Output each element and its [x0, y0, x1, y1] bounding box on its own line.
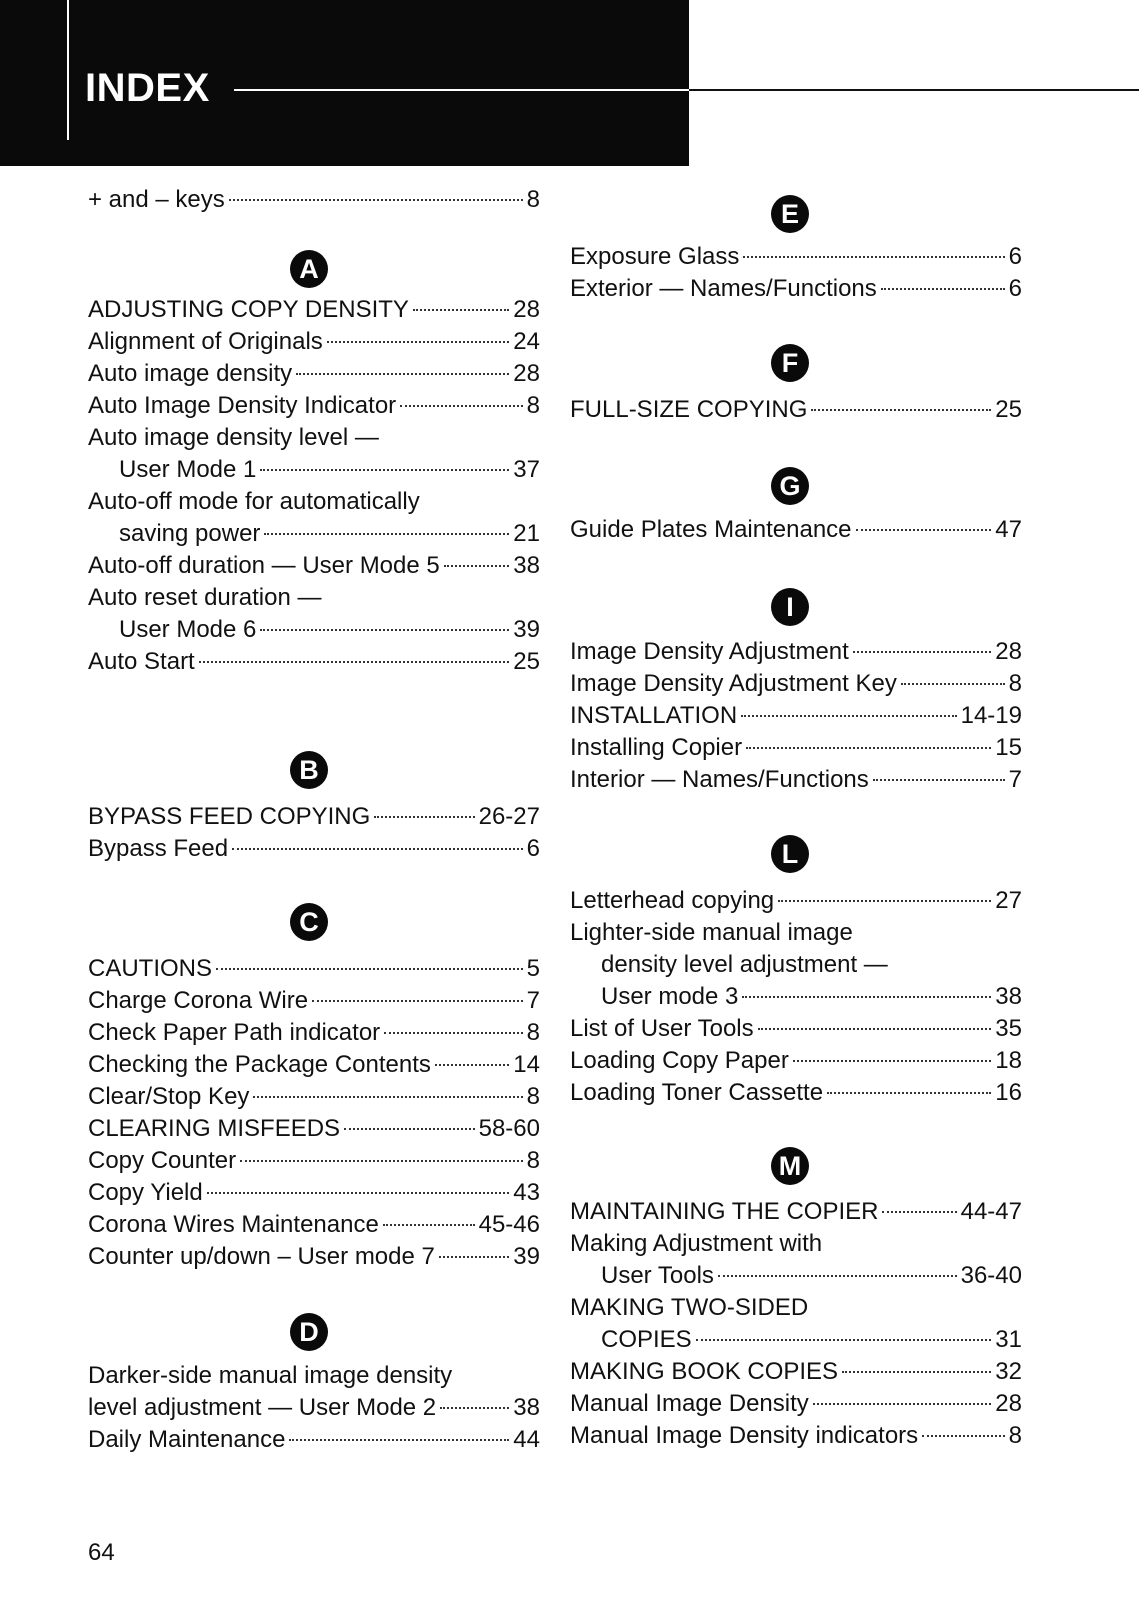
index-entry	[88, 1424, 540, 1456]
entry-text: Clear/Stop Key	[88, 1083, 250, 1110]
section-letter-f-badge: F	[771, 344, 809, 382]
entry-page: 35	[995, 1015, 1022, 1042]
index-entry	[570, 668, 1022, 700]
entry-text: Exterior — Names/Functions	[570, 275, 877, 302]
leader-dots	[199, 661, 510, 663]
index-entry	[570, 1260, 1022, 1292]
entry-page: 8	[526, 392, 540, 419]
leader-dots	[873, 779, 1005, 781]
leader-dots	[901, 683, 1005, 685]
index-entry	[88, 358, 540, 390]
entry-page: 8	[526, 1147, 540, 1174]
entry-text: saving power	[119, 520, 261, 547]
index-entry	[88, 454, 540, 486]
index-entry	[88, 550, 540, 582]
leader-dots	[374, 816, 474, 818]
leader-dots	[289, 1439, 509, 1441]
index-entry	[88, 294, 540, 326]
entry-page: 44	[513, 1426, 540, 1453]
entry-text: + and – keys	[88, 186, 225, 213]
entry-page: 8	[1008, 1422, 1022, 1449]
entry-page: 37	[513, 456, 540, 483]
entry-page: 21	[513, 520, 540, 547]
entry-page: 14	[513, 1051, 540, 1078]
leader-dots	[229, 199, 523, 201]
leader-dots	[778, 900, 991, 902]
entry-text: BYPASS FEED COPYING	[88, 803, 371, 830]
entry-page: 28	[995, 1390, 1022, 1417]
index-entry	[88, 1113, 540, 1145]
leader-dots	[264, 533, 509, 535]
entry-text: Corona Wires Maintenance	[88, 1211, 379, 1238]
entry-text: INSTALLATION	[570, 702, 738, 729]
index-entry	[570, 1196, 1022, 1228]
entry-text: User mode 3	[601, 983, 739, 1010]
index-entry	[88, 1241, 540, 1273]
leader-dots	[344, 1128, 475, 1130]
entry-page: 38	[995, 983, 1022, 1010]
index-entry	[88, 985, 540, 1017]
entry-page: 44-47	[960, 1198, 1022, 1225]
leader-dots	[922, 1435, 1004, 1437]
entry-page: 28	[995, 638, 1022, 665]
entry-page: 45-46	[478, 1211, 540, 1238]
index-entry	[88, 1081, 540, 1113]
entry-text: level adjustment — User Mode 2	[88, 1394, 437, 1421]
entry-text: CAUTIONS	[88, 955, 213, 982]
index-entry	[570, 1077, 1022, 1109]
index-entry	[570, 981, 1022, 1013]
entry-page: 7	[526, 987, 540, 1014]
entry-page: 6	[1008, 275, 1022, 302]
index-entry	[88, 518, 540, 550]
entry-text: Manual Image Density	[570, 1390, 809, 1417]
entry-page: 16	[995, 1079, 1022, 1106]
section-letter-a-badge: A	[290, 250, 328, 288]
entry-text: Image Density Adjustment Key	[570, 670, 897, 697]
index-entry	[88, 833, 540, 865]
entry-page: 5	[526, 955, 540, 982]
entry-page: 38	[513, 1394, 540, 1421]
leader-dots	[811, 409, 991, 411]
index-entry	[88, 184, 540, 216]
section-letter-c-badge: C	[290, 903, 328, 941]
entry-page: 8	[1008, 670, 1022, 697]
header-rule	[234, 89, 689, 91]
leader-dots	[881, 288, 1005, 290]
entry-page: 25	[513, 648, 540, 675]
leader-dots	[253, 1096, 522, 1098]
index-entry	[88, 1049, 540, 1081]
section-letter-e-badge: E	[771, 195, 809, 233]
leader-dots	[383, 1224, 475, 1226]
entry-page: 39	[513, 1243, 540, 1270]
header-rule-extension	[689, 89, 1139, 91]
entry-text: Lighter-side manual image	[570, 919, 853, 946]
entry-text: Making Adjustment with	[570, 1230, 823, 1257]
entry-text: Image Density Adjustment	[570, 638, 849, 665]
entry-text: FULL-SIZE COPYING	[570, 396, 808, 423]
entry-page: 25	[995, 396, 1022, 423]
entry-text: Exposure Glass	[570, 243, 740, 270]
leader-dots	[741, 715, 956, 717]
index-entry	[570, 241, 1022, 273]
entry-text: CLEARING MISFEEDS	[88, 1115, 341, 1142]
leader-dots	[746, 747, 991, 749]
index-entry	[88, 1017, 540, 1049]
index-entry	[88, 1209, 540, 1241]
entry-text: Darker-side manual image density	[88, 1362, 453, 1389]
leader-dots	[413, 309, 509, 311]
leader-dots	[439, 1256, 509, 1258]
index-entry	[88, 390, 540, 422]
section-letter-g-badge: G	[771, 467, 809, 505]
leader-dots	[400, 405, 522, 407]
entry-page: 6	[526, 835, 540, 862]
index-entry	[570, 394, 1022, 426]
leader-dots	[440, 1407, 509, 1409]
entry-text: Copy Counter	[88, 1147, 237, 1174]
leader-dots	[742, 996, 991, 998]
leader-dots	[743, 256, 1004, 258]
entry-page: 38	[513, 552, 540, 579]
entry-page: 58-60	[478, 1115, 540, 1142]
index-entry	[570, 764, 1022, 796]
entry-text: User Mode 6	[119, 616, 257, 643]
leader-dots	[384, 1032, 522, 1034]
index-entry	[570, 514, 1022, 546]
leader-dots	[853, 651, 991, 653]
leader-dots	[207, 1192, 510, 1194]
entry-text: MAKING BOOK COPIES	[570, 1358, 839, 1385]
index-entry	[88, 326, 540, 358]
entry-text: Guide Plates Maintenance	[570, 516, 852, 543]
index-entry	[88, 801, 540, 833]
entry-text: ADJUSTING COPY DENSITY	[88, 296, 409, 323]
entry-page: 39	[513, 616, 540, 643]
section-letter-l-badge: L	[771, 835, 809, 873]
entry-page: 31	[995, 1326, 1022, 1353]
section-letter-m-badge: M	[771, 1147, 809, 1185]
entry-text: Loading Copy Paper	[570, 1047, 789, 1074]
entry-page: 32	[995, 1358, 1022, 1385]
index-entry	[88, 953, 540, 985]
entry-text: Auto Start	[88, 648, 195, 675]
entry-text: List of User Tools	[570, 1015, 754, 1042]
entry-text: Interior — Names/Functions	[570, 766, 869, 793]
index-entry	[570, 700, 1022, 732]
leader-dots	[793, 1060, 991, 1062]
entry-page: 7	[1008, 766, 1022, 793]
index-entry	[570, 273, 1022, 305]
entry-page: 36-40	[960, 1262, 1022, 1289]
leader-dots	[312, 1000, 523, 1002]
entry-page: 14-19	[960, 702, 1022, 729]
index-entry	[570, 732, 1022, 764]
entry-page: 28	[513, 296, 540, 323]
index-entry	[570, 1045, 1022, 1077]
leader-dots	[232, 848, 523, 850]
page-number: 64	[88, 1539, 115, 1566]
leader-dots	[240, 1160, 523, 1162]
entry-text: Manual Image Density indicators	[570, 1422, 919, 1449]
entry-text: Auto-off mode for automatically	[88, 488, 420, 515]
index-entry	[570, 1013, 1022, 1045]
leader-dots	[327, 341, 510, 343]
entry-page: 24	[513, 328, 540, 355]
index-entry	[570, 1356, 1022, 1388]
entry-page: 43	[513, 1179, 540, 1206]
entry-text: Alignment of Originals	[88, 328, 323, 355]
entry-page: 15	[995, 734, 1022, 761]
page-title: INDEX	[85, 66, 210, 110]
leader-dots	[444, 565, 510, 567]
index-entry	[88, 646, 540, 678]
section-letter-d-badge: D	[290, 1313, 328, 1351]
entry-text: Auto image density level —	[88, 424, 379, 451]
entry-text: Auto image density	[88, 360, 293, 387]
section-letter-b-badge: B	[290, 751, 328, 789]
entry-page: 8	[526, 186, 540, 213]
entry-page: 47	[995, 516, 1022, 543]
index-entry	[570, 1324, 1022, 1356]
header-vertical-rule	[67, 0, 69, 140]
entry-text: density level adjustment —	[601, 951, 888, 978]
leader-dots	[813, 1403, 992, 1405]
entry-page: 27	[995, 887, 1022, 914]
entry-text: Auto reset duration —	[88, 584, 322, 611]
index-entry	[88, 614, 540, 646]
leader-dots	[216, 968, 523, 970]
index-entry	[570, 1388, 1022, 1420]
entry-text: Installing Copier	[570, 734, 743, 761]
entry-text: User Mode 1	[119, 456, 257, 483]
entry-text: Auto-off duration — User Mode 5	[88, 552, 440, 579]
index-entry	[88, 1145, 540, 1177]
entry-page: 8	[526, 1083, 540, 1110]
entry-text: COPIES	[601, 1326, 692, 1353]
entry-page: 8	[526, 1019, 540, 1046]
leader-dots	[718, 1275, 957, 1277]
leader-dots	[296, 373, 509, 375]
entry-page: 26-27	[478, 803, 540, 830]
leader-dots	[260, 629, 509, 631]
section-letter-i-badge: I	[771, 588, 809, 626]
entry-text: Loading Toner Cassette	[570, 1079, 824, 1106]
entry-text: Checking the Package Contents	[88, 1051, 431, 1078]
leader-dots	[856, 529, 992, 531]
entry-text: MAKING TWO-SIDED	[570, 1294, 809, 1321]
entry-text: Counter up/down – User mode 7	[88, 1243, 435, 1270]
entry-text: Bypass Feed	[88, 835, 229, 862]
leader-dots	[842, 1371, 991, 1373]
entry-text: MAINTAINING THE COPIER	[570, 1198, 879, 1225]
leader-dots	[260, 469, 509, 471]
index-entry	[570, 885, 1022, 917]
index-entry	[570, 636, 1022, 668]
leader-dots	[882, 1211, 956, 1213]
entry-page: 28	[513, 360, 540, 387]
entry-page: 18	[995, 1047, 1022, 1074]
index-entry	[88, 1177, 540, 1209]
entry-page: 6	[1008, 243, 1022, 270]
leader-dots	[827, 1092, 991, 1094]
leader-dots	[758, 1028, 992, 1030]
leader-dots	[435, 1064, 509, 1066]
entry-text: Charge Corona Wire	[88, 987, 309, 1014]
entry-text: Check Paper Path indicator	[88, 1019, 381, 1046]
entry-text: Copy Yield	[88, 1179, 203, 1206]
leader-dots	[696, 1339, 992, 1341]
entry-text: User Tools	[601, 1262, 714, 1289]
index-entry	[88, 1392, 540, 1424]
entry-text: Daily Maintenance	[88, 1426, 286, 1453]
entry-text: Letterhead copying	[570, 887, 775, 914]
index-entry	[570, 1420, 1022, 1452]
entry-text: Auto Image Density Indicator	[88, 392, 397, 419]
